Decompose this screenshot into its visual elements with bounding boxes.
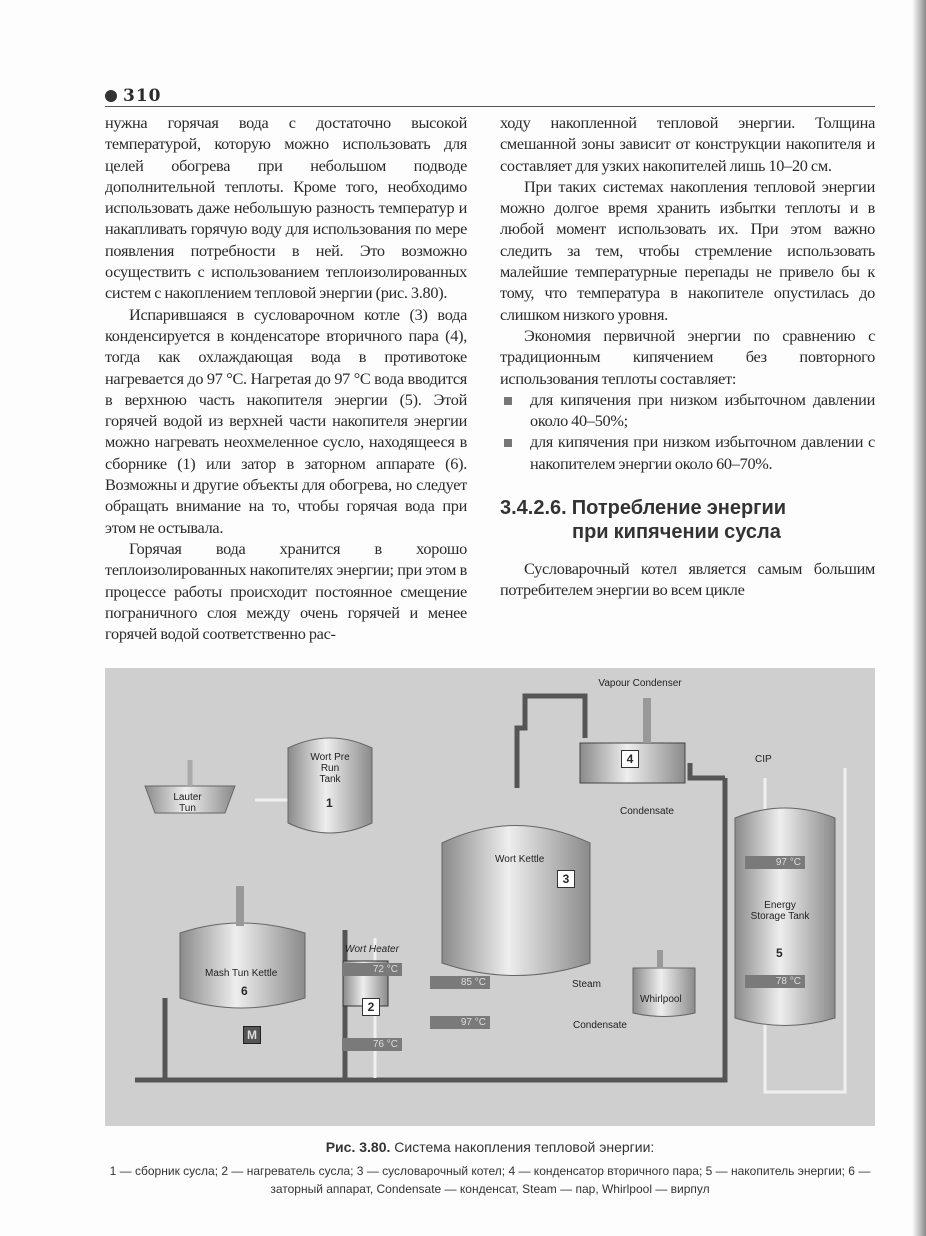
page-number: 310 [105,86,162,106]
figure-diagram [105,668,875,1126]
number-5: 5 [776,946,783,960]
caption-label: Рис. 3.80. [325,1139,391,1155]
temp-tank-top: 97 °C [745,856,805,869]
label-steam: Steam [572,979,601,990]
figure-legend: 1 — сборник сусла; 2 — нагреватель сусла; 3 — сусловарочный котел; 4 — конденсатор вторичного пара; 5 — накопитель энергии; 6 — заторный аппарат, Condensate — конденсат, Steam — пар, Whirlpool — вирпул [109,1164,871,1196]
heading-line: 3.4.2.6. Потребление энергии [500,497,787,520]
label-condensate-bottom: Condensate [573,1020,627,1031]
bullet-list [500,389,875,474]
label-wort-heater: Wort Heater [345,944,399,955]
page-edge-shadow [912,0,926,1236]
paragraph: Испарившаяся в сусловарочном котле (3) вода конденсируется в конденсаторе вторичного пара (4), тогда как охлаждающая вода в противотоке нагревается до 97 °С. Нагретая до 97 °С вода вводится в верхнюю часть накопителя энергии (5). Этой горячей водой из верхней части накопителя энергии можно нагревать неохмеленное сусло, находящееся в сборнике (1) или затор в заторном аппарате (6). Возможны и другие объекты для обогрева, но следует обращать внимание на то, чтобы горячая вода при этом не остывала. [105,304,467,537]
motor-icon: M [243,1026,261,1044]
number-1: 1 [326,796,333,810]
paragraph: нужна горячая вода с достаточно высокой температурой, которую можно использовать для целей обогрева при небольшом подводе дополнительной теплоты. Кроме того, необходимо использовать даже небольшую разность температур и накапливать горячую воду для использования по мере появления потребности в ней. Это возможно осуществить с использованием теплоизолированных систем с накоплением тепловой энергии (рис. 3.80). [105,113,467,303]
caption-title: Система накопления тепловой энергии: [394,1139,655,1155]
label-wort-pre-run-tank: Wort Pre Run Tank [310,752,350,785]
label-condensate-top: Condensate [620,806,674,817]
temp-heater-bottom: 76 °C [342,1038,402,1051]
section-heading [500,496,875,544]
figure-caption [105,1139,875,1155]
page-header [105,86,875,107]
number-4: 4 [621,750,639,768]
label-mash-tun-kettle: Mash Tun Kettle [205,968,278,979]
paragraph: Сусловарочный котел является самым большим потребителем энергии во всем цикле [500,559,875,600]
label-vapour-condenser: Vapour Condenser [598,678,682,689]
temp-mid-lower: 97 °C [430,1016,490,1029]
diagram-graphics [105,668,875,1126]
label-wort-kettle: Wort Kettle [495,854,545,865]
list-item: для кипячения при низком избыточном давлении около 40–50%; [500,389,875,432]
right-column [500,112,875,601]
label-energy-storage-tank: Energy Storage Tank [750,900,810,922]
temp-heater-top: 72 °C [342,963,402,976]
left-column [105,112,467,644]
label-lauter-tun: Lauter Tun [173,792,202,814]
paragraph: ходу накопленной тепловой энергии. Толщина смешанной зоны зависит от конструкции накопителя и составляет для узких накопителей лишь 10–20 см. [500,113,875,175]
label-cip: CIP [755,754,772,765]
label-whirlpool: Whirlpool [640,994,682,1005]
wort-kettle-shape [442,826,590,976]
temp-tank-bottom: 78 °C [745,975,805,988]
whirlpool-shape [633,968,695,1017]
paragraph: Горячая вода хранится в хорошо теплоизолированных накопителях энергии; при этом в процессе работы происходит постоянное смещение пограничного слоя между очень горячей и менее горячей водой соответственно рас- [105,538,467,644]
paragraph: Экономия первичной энергии по сравнению с традиционным кипячением без повторного использования теплоты составляет: [500,325,875,388]
number-6: 6 [241,984,248,998]
number-2: 2 [362,998,380,1016]
list-item: для кипячения при низком избыточном давлении с накопителем энергии около 60–70%. [500,431,875,474]
number-3: 3 [557,870,575,888]
temp-mid-upper: 85 °C [430,976,490,989]
paragraph: При таких системах накопления тепловой энергии можно долгое время хранить избытки теплоты и в любой момент использовать их. При этом важно следить за тем, чтобы стремление использовать малейшие температурные перепады не привело бы к тому, что температура в накопителе опустилась до слишком низкого уровня. [500,176,875,324]
heading-line: при кипячении сусла [572,521,781,544]
